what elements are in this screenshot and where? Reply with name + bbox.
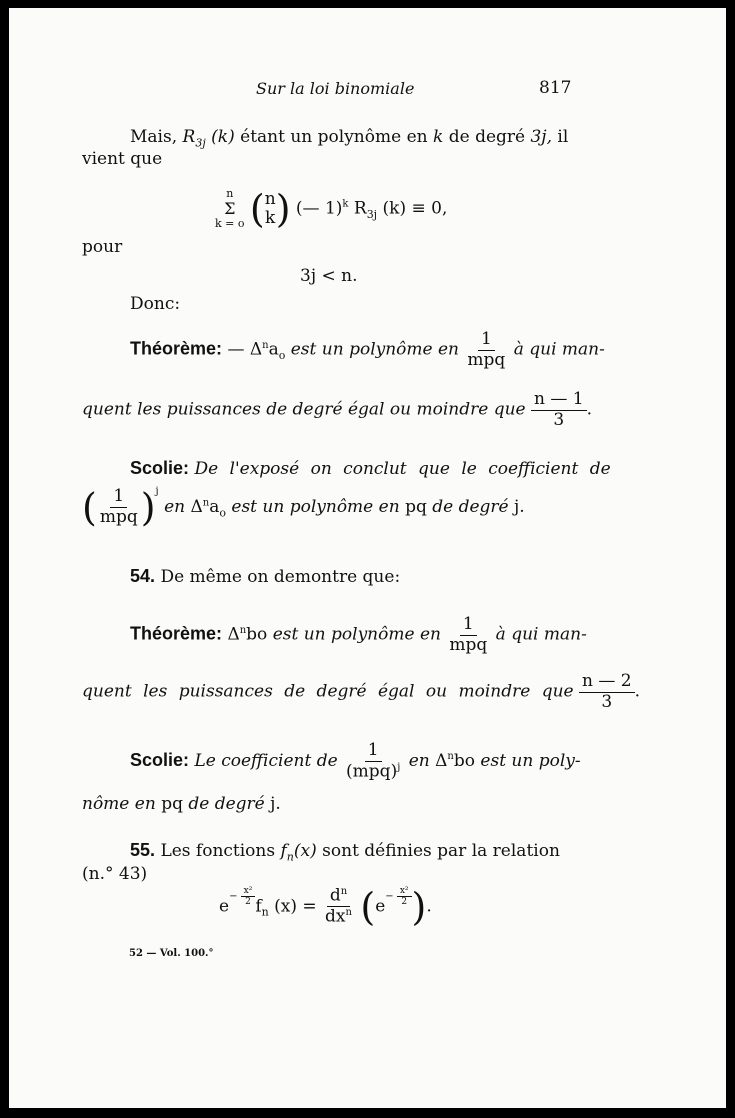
fraction-1-over-mpq-j: $\frac{1}{(mpq)^j}$	[346, 740, 401, 782]
donc-text: Donc:	[130, 294, 181, 314]
pour-text: pour	[82, 237, 123, 257]
section-number: 55.	[130, 840, 156, 860]
intro-line-1: Mais, $R_{3j}$ (k) étant un polynôme en k de degré 3j, il	[130, 127, 569, 150]
scolie-label: Scolie:	[130, 749, 190, 770]
theorem-1-line-2: quent les puissances de degré égal ou moindre que $\frac{n — 1}{3}$ .	[82, 389, 592, 430]
theorem-1-line-1: Théorème: — $\Delta^na_o$ est un polynôme en $\frac{1}{\text{mpq}}$ à qui man-	[130, 329, 605, 370]
condition-formula: 3j < n.	[300, 266, 358, 286]
binomial-coefficient: n k	[264, 189, 276, 228]
fraction-n-minus-1-over-3: $\frac{n — 1}{3}$	[531, 390, 587, 430]
fraction-derivative: $\frac{d^n}{dx^n}$	[325, 885, 352, 927]
theorem-label: Théorème:	[130, 623, 223, 644]
fraction-n-minus-2-over-3: $\frac{n — 2}{3}$	[579, 672, 635, 712]
running-title: Sur la loi binomiale	[256, 79, 415, 98]
section-54: 54. De même on demontre que:	[130, 566, 401, 587]
section-55-line-2: (n.° 43)	[82, 864, 148, 884]
scolie-1-line-1: Scolie: De l'exposé on conclut que le coefficient de	[130, 458, 611, 479]
equation-hermite: $e^{- \frac{\text{x²}}{2}}$ $f_n$ (x) = $\frac{d^n}{dx^n}$ ($e^{- \frac{\text{x²}}{2}}$ ).	[219, 884, 432, 929]
fraction-1-over-mpq: $\frac{1}{\text{mpq}}$	[449, 614, 488, 655]
scolie-1-line-2: ( $\frac{1}{\text{mpq}}$ )$^j$ en $\Delta^na_o$ est un polynôme en pq de degré j.	[82, 485, 525, 530]
fraction-1-over-mpq: $\frac{1}{\text{mpq}}$	[467, 329, 506, 370]
page-number: 817	[539, 78, 572, 98]
theorem-label: Théorème:	[130, 338, 223, 359]
intro-line-2: vient que	[82, 149, 163, 169]
fraction-1-over-mpq: $\frac{1}{\text{mpq}}$	[99, 486, 138, 527]
sum-operator: n Σ k = o	[215, 187, 245, 230]
scolie-label: Scolie:	[130, 458, 190, 478]
theorem-2-line-2: quent les puissances de degré égal ou moindre que $\frac{n — 2}{3}$ .	[82, 671, 640, 712]
equation-sum: n Σ k = o ( n k ) (— 1)$^k$ $R_{3j}$ (k) ≡ 0,	[215, 186, 448, 231]
document-page	[9, 8, 726, 1108]
footer-signature: 52 — Vol. 100.°	[129, 948, 214, 959]
scolie-2-line-2: nôme en pq de degré j.	[82, 794, 281, 814]
scolie-2-line-1: Scolie: Le coefficient de $\frac{1}{(mpq)^j}$ en $\Delta^nbo$ est un poly-	[130, 740, 581, 782]
theorem-2-line-1: Théorème: $\Delta^nbo$ est un polynôme en $\frac{1}{\text{mpq}}$ à qui man-	[130, 614, 587, 655]
section-55-line-1: 55. Les fonctions $f_n(x)$ sont définies par la relation	[130, 840, 560, 864]
section-number: 54.	[130, 566, 156, 586]
